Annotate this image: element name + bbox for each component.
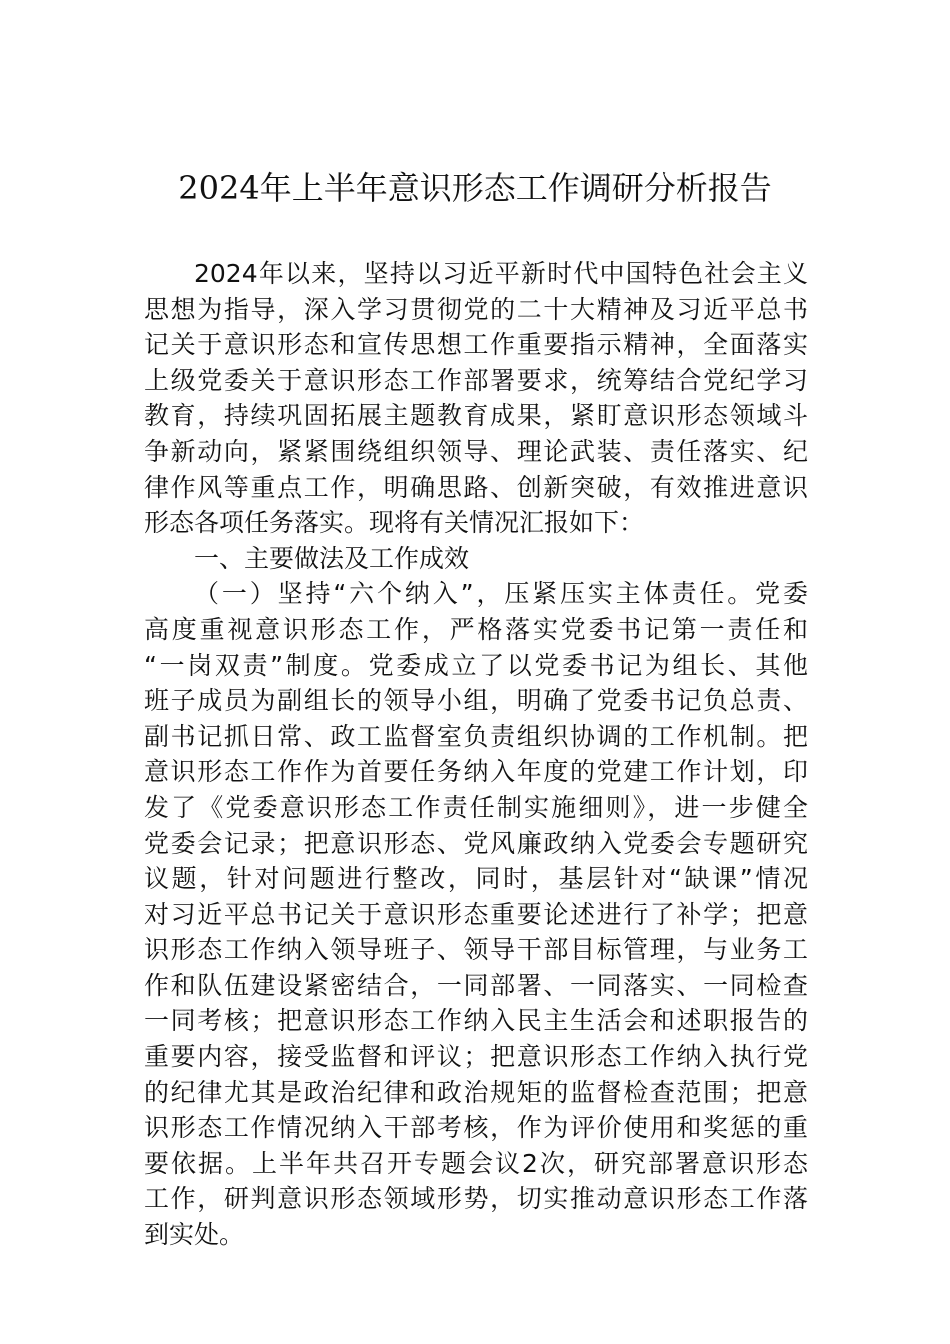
text-line: 记关于意识形态和宣传思想工作重要指示精神，全面落实: [144, 330, 808, 360]
paragraph-section-1-1: [144, 576, 808, 1252]
text-line: 副书记抓日常、政工监督室负责组织协调的工作机制。把: [144, 721, 808, 751]
text-line: 2024年以来，坚持以习近平新时代中国特色社会主义: [194, 259, 808, 288]
section-heading: 一、主要做法及工作成效: [194, 543, 470, 573]
text-line: 的纪律尤其是政治纪律和政治规矩的监督检查范围；把意: [144, 1077, 808, 1107]
text-line: 思想为指导，深入学习贯彻党的二十大精神及习近平总书: [144, 294, 808, 324]
text-line: 对习近平总书记关于意识形态重要论述进行了补学；把意: [144, 899, 808, 929]
document-title: 2024年上半年意识形态工作调研分析报告: [178, 169, 772, 207]
text-line: 发了《党委意识形态工作责任制实施细则》，进一步健全: [144, 792, 808, 822]
text-line: 高度重视意识形态工作，严格落实党委书记第一责任和: [144, 614, 808, 644]
paragraph-intro: [144, 256, 808, 541]
text-line: 识形态工作情况纳入干部考核，作为评价使用和奖惩的重: [144, 1113, 808, 1143]
text-line: 工作，研判意识形态领域形势，切实推动意识形态工作落: [144, 1184, 808, 1214]
text-line: （一）坚持“六个纳入”，压紧压实主体责任。党委: [194, 579, 808, 609]
text-line: 到实处。: [144, 1220, 245, 1250]
text-line: 重要内容，接受监督和评议；把意识形态工作纳入执行党: [144, 1042, 808, 1072]
text-line: 律作风等重点工作，明确思路、创新突破，有效推进意识: [144, 472, 808, 502]
text-line: 上级党委关于意识形态工作部署要求，统筹结合党纪学习: [144, 365, 808, 395]
text-line: 作和队伍建设紧密结合，一同部署、一同落实、一同检查: [144, 970, 808, 1000]
text-line: 识形态工作纳入领导班子、领导干部目标管理，与业务工: [144, 935, 808, 965]
text-line: 教育，持续巩固拓展主题教育成果，紧盯意识形态领域斗: [144, 401, 808, 431]
text-line: “一岗双责”制度。党委成立了以党委书记为组长、其他: [144, 650, 808, 680]
text-line: 议题，针对问题进行整改，同时，基层针对“缺课”情况: [144, 864, 808, 894]
text-line: 形态各项任务落实。现将有关情况汇报如下：: [144, 508, 645, 538]
text-line: 要依据。上半年共召开专题会议2次，研究部署意识形态: [144, 1148, 808, 1178]
text-line: 意识形态工作作为首要任务纳入年度的党建工作计划，印: [144, 757, 808, 787]
text-line: 班子成员为副组长的领导小组，明确了党委书记负总责、: [144, 686, 808, 716]
document-body: [144, 256, 808, 1253]
text-line: 争新动向，紧紧围绕组织领导、理论武装、责任落实、纪: [144, 436, 808, 466]
text-line: 一同考核；把意识形态工作纳入民主生活会和述职报告的: [144, 1006, 808, 1036]
text-line: 党委会记录；把意识形态、党风廉政纳入党委会专题研究: [144, 828, 808, 858]
